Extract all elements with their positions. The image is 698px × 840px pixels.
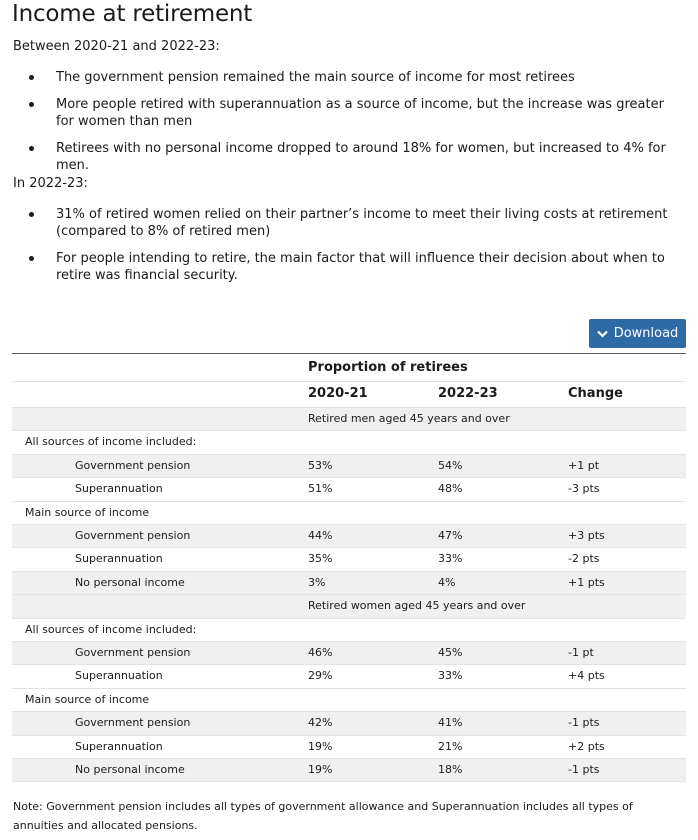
value-2022-23: 48% (438, 482, 463, 496)
value-change: +1 pt (568, 458, 600, 472)
value-2022-23: 33% (438, 669, 463, 683)
group-label: Main source of income (25, 692, 150, 706)
value-change: -1 pts (568, 763, 600, 776)
intro-2022-23: In 2022-23: (13, 176, 88, 191)
row-divider (12, 547, 686, 548)
group-label: Main source of income (25, 505, 150, 519)
row-divider (12, 477, 686, 478)
retirees-income-table (12, 353, 686, 785)
bullet-text: More people retired with superannuation as a source of income, but the increase was greater for women than men (56, 97, 664, 129)
bullet-dot (29, 75, 34, 80)
row-divider (12, 501, 686, 502)
value-2020-21: 42% (308, 716, 333, 730)
column-header: 2020-21 (308, 386, 368, 401)
value-2020-21: 44% (308, 529, 333, 542)
row-divider (12, 430, 686, 431)
value-change: +1 pts (568, 575, 605, 589)
value-2020-21: 3% (308, 575, 326, 589)
row-divider (12, 594, 686, 595)
value-change: -3 pts (568, 482, 600, 496)
download-label: Download (613, 326, 679, 341)
row-divider (12, 381, 686, 382)
chevron-down-icon (597, 330, 608, 338)
value-change: -2 pts (568, 552, 600, 566)
column-header: Change (568, 386, 623, 401)
row-divider (12, 618, 686, 619)
value-change: -1 pts (568, 716, 600, 730)
bullet-item (56, 69, 681, 86)
value-2020-21: 19% (308, 763, 333, 776)
value-change: +2 pts (568, 739, 605, 753)
value-2020-21: 51% (308, 482, 333, 496)
row-divider (12, 454, 686, 455)
value-2020-21: 46% (308, 646, 333, 659)
value-2022-23: 41% (438, 716, 463, 730)
value-2020-21: 53% (308, 458, 333, 472)
row-divider (12, 735, 686, 736)
value-2022-23: 45% (438, 646, 463, 659)
row-divider (12, 688, 686, 689)
row-divider (12, 407, 686, 408)
row-divider (12, 571, 686, 572)
group-label: All sources of income included: (25, 622, 197, 636)
bullet-item (56, 96, 681, 130)
row-divider (12, 524, 686, 525)
bullet-dot (29, 146, 34, 151)
row-label: Superannuation (75, 739, 163, 753)
row-label: Superannuation (75, 552, 163, 566)
value-change: +4 pts (568, 669, 605, 683)
row-label: Government pension (75, 646, 191, 659)
row-label: Government pension (75, 458, 191, 472)
group-header: Proportion of retirees (308, 360, 468, 375)
download-button[interactable] (589, 319, 686, 348)
value-2022-23: 18% (438, 763, 463, 776)
bullet-dot (29, 256, 34, 261)
page-title: Income at retirement (12, 1, 253, 27)
bullet-text: For people intending to retire, the main factor that will influence their decision about when to retire was financial security. (56, 251, 665, 283)
row-divider (12, 353, 686, 354)
section-title: Retired men aged 45 years and over (308, 412, 510, 425)
section-title: Retired women aged 45 years and over (308, 599, 526, 613)
bullet-item (56, 140, 681, 174)
value-2022-23: 47% (438, 529, 463, 542)
row-divider (12, 711, 686, 712)
intro-2020-22: Between 2020-21 and 2022-23: (13, 39, 220, 54)
column-header: 2022-23 (438, 386, 498, 401)
row-label: No personal income (75, 763, 185, 776)
value-2020-21: 19% (308, 739, 333, 753)
value-2020-21: 29% (308, 669, 333, 683)
value-2020-21: 35% (308, 552, 333, 566)
row-label: Superannuation (75, 482, 163, 496)
value-2022-23: 4% (438, 575, 456, 589)
value-2022-23: 33% (438, 552, 463, 566)
group-label: All sources of income included: (25, 435, 197, 449)
row-label: Government pension (75, 529, 191, 542)
bullet-text: Retirees with no personal income dropped to around 18% for women, but increased to 4% for men. (56, 141, 666, 173)
row-divider (12, 641, 686, 642)
row-divider (12, 664, 686, 665)
row-label: Superannuation (75, 669, 163, 683)
value-change: -1 pt (568, 646, 594, 659)
bullet-text: 31% of retired women relied on their partner’s income to meet their living costs at retirement (compared to 8% of retired men) (56, 207, 668, 239)
bullet-text: The government pension remained the main source of income for most retirees (56, 70, 575, 85)
row-label: Government pension (75, 716, 191, 730)
value-change: +3 pts (568, 529, 605, 542)
table-note: Note: Government pension includes all types of government allowance and Superannuation includes all types of annuities and allocated pensions. (13, 800, 633, 832)
row-divider (12, 781, 686, 782)
row-divider (12, 758, 686, 759)
bullet-dot (29, 212, 34, 217)
value-2022-23: 54% (438, 458, 463, 472)
bullet-dot (29, 102, 34, 107)
row-label: No personal income (75, 575, 185, 589)
bullet-item (56, 206, 681, 240)
bullet-item (56, 250, 681, 284)
value-2022-23: 21% (438, 739, 463, 753)
